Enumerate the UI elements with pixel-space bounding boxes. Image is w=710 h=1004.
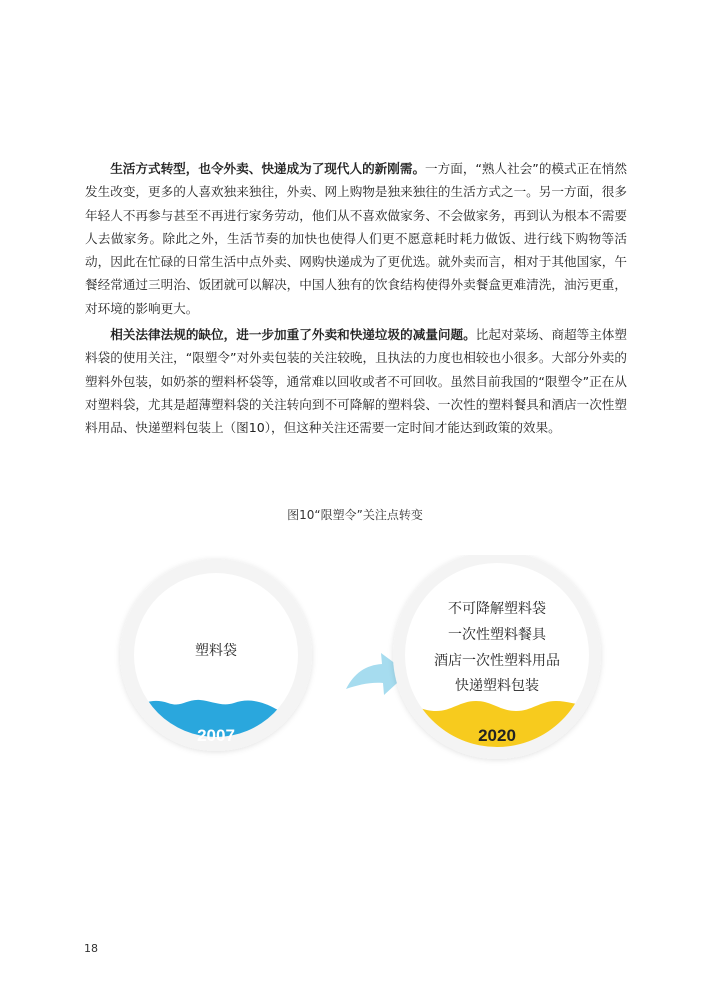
paragraph-lifestyle-body: 一方面，“熟人社会”的模式正在悄然发生改变，更多的人喜欢独来独往，外卖、网上购物是独来独往的生活方式之一。另一方面，很多年轻人不再参与甚至不再进行家务劳动，他们从不喜欢做家务、不会做家务，再到认为根本不需要人去做家务。除此之外，生活节奏的加快也使得人们更不愿意耗时耗力做饭、进行线下购物等活动，因此在忙碌的日常生活中点外卖、网购快递成为了更优选。就外卖而言，相对于其他国家，午餐经常通过三明治、饭团就可以解决，中国人独有的饮食结构使得外卖餐盒更难清洗，油污更重，对环境的影响更大。 bbox=[85, 161, 627, 316]
page-number: 18 bbox=[84, 942, 98, 955]
focus-item-2: 一次性塑料餐具 bbox=[448, 627, 546, 643]
paragraph-lifestyle-lead: 生活方式转型，也令外卖、快递成为了现代人的新刚需。 bbox=[110, 161, 426, 176]
paragraph-regulation bbox=[85, 323, 627, 439]
year-2020-label: 2020 bbox=[478, 726, 516, 745]
focus-item-3: 酒店一次性塑料用品 bbox=[434, 653, 560, 669]
paragraph-lifestyle bbox=[85, 157, 627, 320]
focus-item-1: 不可降解塑料袋 bbox=[448, 601, 546, 617]
paragraph-regulation-lead: 相关法律法规的缺位，进一步加重了外卖和快递垃圾的减量问题。 bbox=[110, 327, 476, 342]
circle-2007 bbox=[120, 559, 312, 755]
circle-2007-label: 塑料袋 bbox=[195, 643, 237, 659]
circle-2020 bbox=[393, 555, 601, 765]
year-2007-label: 2007 bbox=[197, 726, 235, 745]
focus-item-4: 快递塑料包装 bbox=[455, 678, 539, 694]
figure-caption: 图10“限塑令”关注点转变 bbox=[287, 508, 423, 522]
paragraph-regulation-body: 比起对菜场、商超等主体塑料袋的使用关注，“限塑令”对外卖包装的关注较晚，且执法的力度也相较也小很多。大部分外卖的塑料外包装，如奶茶的塑料杯袋等，通常难以回收或者不可回收。虽然目前我国的“限塑令”正在从对塑料袋，尤其是超薄塑料袋的关注转向到不可降解的塑料袋、一次性的塑料餐具和酒店一次性塑料用品、快递塑料包装上（图10），但这种关注还需要一定时间才能达到政策的效果。 bbox=[85, 327, 628, 436]
plastic-ban-focus-figure bbox=[0, 555, 710, 795]
